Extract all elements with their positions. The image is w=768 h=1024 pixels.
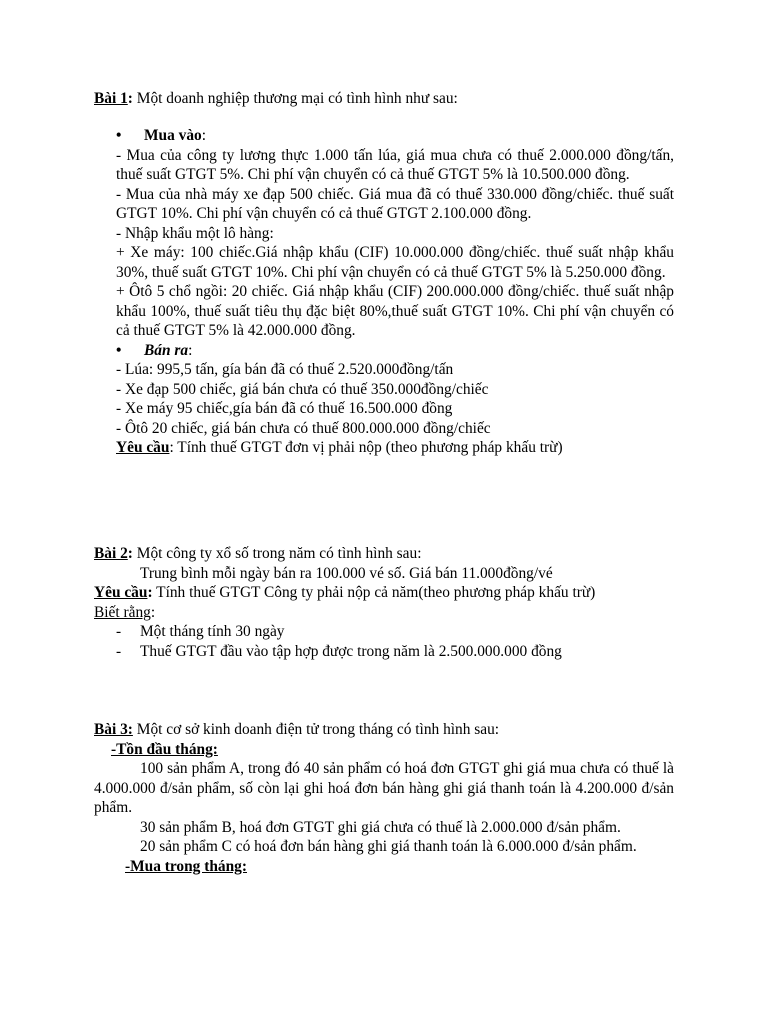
ban-ra-bullet: • Bán ra: bbox=[116, 341, 193, 359]
bai1-section bbox=[94, 89, 674, 109]
mua-vao-item: + Xe máy: 100 chiếc.Giá nhập khẩu (CIF) 10.000.000 đồng/chiếc. thuế suất nhập khẩu 30%, thuế suất GTGT 10%. Chi phí vận chuyển có cả thuế GTGT 5% là 5.250.000 đồng. bbox=[116, 244, 674, 281]
biet-rang-item: - Một tháng tính 30 ngày bbox=[116, 623, 285, 640]
bai3-paragraph: 30 sản phẩm B, hoá đơn GTGT ghi giá chưa có thuế là 2.000.000 đ/sản phẩm. bbox=[140, 818, 621, 836]
yeu-cau-line bbox=[116, 438, 674, 458]
ban-ra-item: - Xe máy 95 chiếc,gía bán đã có thuế 16.500.000 đồng bbox=[116, 400, 453, 417]
mua-vao-label: Mua vào bbox=[144, 127, 202, 144]
bullet-icon: • bbox=[116, 341, 122, 359]
ton-dau-thang: -Tồn đầu tháng: bbox=[111, 740, 218, 758]
yeu-cau-text: : Tính thuế GTGT đơn vị phải nộp (theo phương pháp khấu trừ) bbox=[169, 439, 563, 456]
bai2-yeu-cau-text: Tính thuế GTGT Công ty phải nộp cả năm(theo phương pháp khấu trừ) bbox=[152, 584, 596, 601]
bai3-paragraph: 100 sản phẩm A, trong đó 40 sản phẩm có hoá đơn GTGT ghi giá mua chưa có thuế là 4.000.000 đ/sản phẩm, số còn lại ghi hoá đơn bán hàng ghi giá thanh toán là 4.200.000 đ/sản phẩm. bbox=[94, 760, 674, 816]
bai1-heading: Bài 1: Một doanh nghiệp thương mại có tình hình như sau: bbox=[94, 90, 458, 107]
bai2-heading: Bài 2: Một công ty xổ số trong năm có tình hình sau: bbox=[94, 545, 422, 562]
bai3-section bbox=[94, 720, 674, 876]
mua-vao-list bbox=[94, 146, 674, 341]
ban-ra-item: - Xe đạp 500 chiếc, giá bán chưa có thuế 350.000đồng/chiếc bbox=[116, 380, 489, 398]
mua-vao-item: + Ôtô 5 chổ ngồi: 20 chiếc. Giá nhập khẩu (CIF) 200.000.000 đồng/chiếc. thuế suất nhập khẩu 100%, thuế suất tiêu thụ đặc biệt 80%,thuế suất GTGT 10%. Chi phí vận chuyển có cả thuế GTGT 5% là 42.000.000 đồng. bbox=[116, 283, 674, 339]
mua-vao-bullet: • Mua vào: bbox=[116, 127, 206, 144]
mua-vao-item: - Mua của công ty lương thực 1.000 tấn lúa, giá mua chưa có thuế 2.000.000 đồng/tấn, thuế suất GTGT 5%. Chi phí vận chuyển có cả thuế GTGT 5% là 10.500.000 đồng. bbox=[116, 146, 674, 183]
mua-vao-item: - Nhập khẩu một lô hàng: bbox=[116, 224, 274, 242]
ban-ra-list bbox=[94, 360, 674, 458]
bai2-section bbox=[94, 544, 674, 661]
bai1-intro: Một doanh nghiệp thương mại có tình hình như sau: bbox=[132, 90, 458, 107]
bai2-intro: Một công ty xổ số trong năm có tình hình sau: bbox=[132, 545, 422, 562]
bai3-intro: Một cơ sở kinh doanh điện tử trong tháng có tình hình sau: bbox=[132, 721, 500, 738]
biet-rang: Biết rằng: bbox=[94, 603, 156, 621]
ban-ra-label: Bán ra bbox=[144, 341, 189, 359]
bai2-line: Trung bình mỗi ngày bán ra 100.000 vé số. Giá bán 11.000đồng/vé bbox=[140, 564, 553, 582]
bullet-icon: • bbox=[116, 127, 122, 144]
bai2-yeu-cau-label: Yêu cầu bbox=[94, 584, 148, 601]
yeu-cau-label: Yêu cầu bbox=[116, 439, 170, 456]
bai3-paragraph: 20 sản phẩm C có hoá đơn bán hàng ghi giá thanh toán là 6.000.000 đ/sản phẩm. bbox=[140, 838, 637, 855]
biet-rang-label: Biết rằng bbox=[94, 603, 151, 621]
bai3-label: Bài 3: bbox=[94, 721, 133, 738]
ban-ra-item: - Ôtô 20 chiếc, giá bán chưa có thuế 800.000.000 đồng/chiếc bbox=[116, 419, 491, 437]
mua-trong-thang: -Mua trong tháng: bbox=[125, 857, 247, 875]
bai2-label: Bài 2 bbox=[94, 545, 128, 562]
mua-vao-item: - Mua của nhà máy xe đạp 500 chiếc. Giá mua đã có thuế 330.000 đồng/chiếc. thuế suất GTGT 10%. Chi phí vận chuyển có cả thuế GTGT 2.100.000 đồng. bbox=[116, 185, 674, 222]
bai2-yeu-cau: Yêu cầu: Tính thuế GTGT Công ty phải nộp cả năm(theo phương pháp khấu trừ) bbox=[94, 584, 596, 601]
ban-ra-item: - Lúa: 995,5 tấn, gía bán đã có thuế 2.520.000đồng/tấn bbox=[116, 361, 454, 378]
bai1-label: Bài 1 bbox=[94, 90, 128, 107]
bai1-body bbox=[94, 126, 674, 458]
bai3-heading bbox=[94, 720, 674, 740]
biet-rang-item: - Thuế GTGT đầu vào tập hợp được trong năm là 2.500.000.000 đồng bbox=[116, 642, 562, 660]
